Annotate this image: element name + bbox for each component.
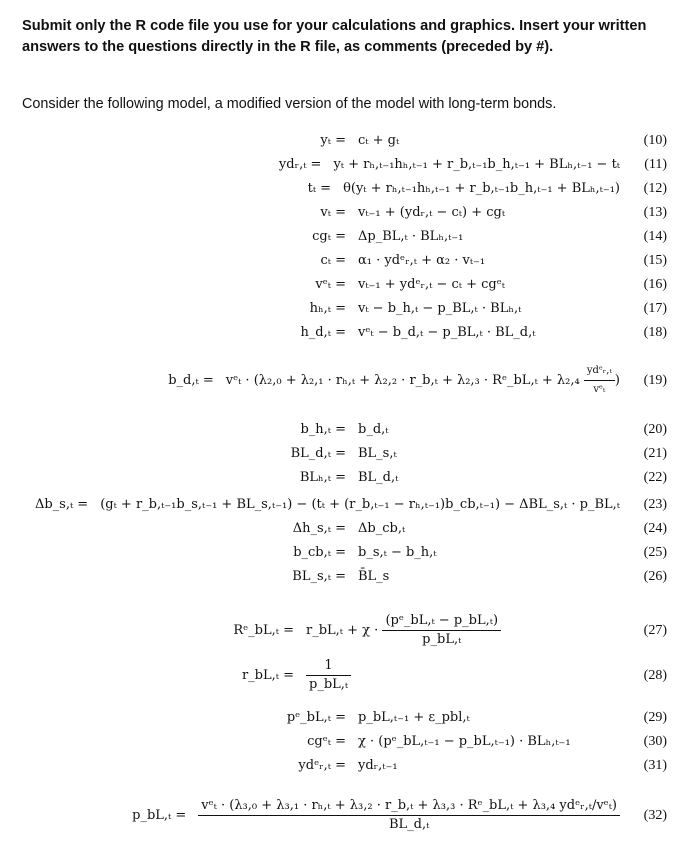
equation-number: (32) (643, 808, 667, 823)
equation-row (0, 651, 689, 701)
equation-rhs: α₁ · ydᵉᵣ,ₜ + α₂ · vₜ₋₁ (358, 253, 486, 268)
equation-row (0, 494, 689, 516)
fraction-numerator: vᵉₜ · (λ₃,₀ + λ₃,₁ · rₕ,ₜ + λ₃,₂ · r_b,ₜ + λ₃,₃ · Rᵉ_bL,ₜ + λ₃,₄ ydᵉᵣ,ₜ/vᵉₜ) (201, 798, 617, 813)
fraction-denominator: BL_d,ₜ (198, 815, 620, 834)
equation-lhs: vₜ = (320, 205, 346, 220)
equation-rhs: Δp_BL,ₜ · BLₕ,ₜ₋₁ (358, 229, 464, 244)
equation-number: (31) (643, 758, 667, 773)
equation-row (0, 298, 689, 320)
equation-row (0, 542, 689, 564)
equation-lhs: hₕ,ₜ = (309, 301, 346, 316)
equation-lhs: pᵉ_bL,ₜ = (286, 710, 346, 725)
fraction (584, 362, 615, 399)
equation-row (0, 443, 689, 465)
model-intro-text: Consider the following model, a modified version of the model with long-term bonds. (22, 96, 557, 112)
equation-row (0, 731, 689, 753)
equation-number: (13) (643, 205, 667, 220)
equation-lhs: vᵉₜ = (315, 277, 346, 292)
fraction-numerator: 1 (324, 658, 333, 673)
equation-number: (30) (643, 734, 667, 749)
fraction-numerator: ydᵉᵣ,ₜ (586, 365, 612, 376)
equation-number: (15) (643, 253, 667, 268)
equation-rhs: b_s,ₜ − b_h,ₜ (358, 545, 437, 560)
equation-rhs (300, 606, 501, 656)
fraction (306, 657, 351, 694)
equation-rhs: χ · (pᵉ_bL,ₜ₋₁ − p_bL,ₜ₋₁) · BLₕ,ₜ₋₁ (358, 734, 571, 749)
equation-lhs: Rᵉ_bL,ₜ = (233, 623, 294, 638)
equation-rhs: Δb_cb,ₜ (358, 521, 406, 536)
equation-number: (21) (643, 446, 667, 461)
equation-lhs: b_h,ₜ = (300, 422, 346, 437)
equation-lhs: ydᵉᵣ,ₜ = (298, 758, 346, 773)
equation-rhs: vᵉₜ − b_d,ₜ − p_BL,ₜ · BL_d,ₜ (358, 325, 536, 340)
equation-number: (25) (643, 545, 667, 560)
equation-lhs: cₜ = (320, 253, 346, 268)
equation-row (0, 606, 689, 656)
equation-row (0, 250, 689, 272)
equation-lhs: b_d,ₜ = (168, 373, 214, 388)
equation-rhs: cₜ + gₜ (358, 133, 400, 148)
equation-rhs-prefix: r_bL,ₜ + χ · (306, 623, 383, 638)
equation-row (0, 356, 689, 406)
equation-number: (24) (643, 521, 667, 536)
fraction-denominator: p_bL,ₜ (306, 675, 351, 694)
equation-rhs (220, 356, 620, 406)
equation-number: (18) (643, 325, 667, 340)
equation-row (0, 154, 689, 176)
equation-rhs-prefix: vᵉₜ · (λ₂,₀ + λ₂,₁ · rₕ,ₜ + λ₂,₂ · r_b,ₜ + λ₂,₃ · Rᵉ_bL,ₜ + λ₂,₄ (225, 373, 584, 388)
equation-row (0, 202, 689, 224)
equation-number: (14) (643, 229, 667, 244)
equation-lhs: BLₕ,ₜ = (299, 470, 346, 485)
equation-number: (11) (644, 157, 667, 172)
equation-lhs: r_bL,ₜ = (241, 668, 294, 683)
equation-lhs: cgᵉₜ = (307, 734, 346, 749)
instruction-line-1: Submit only the R code file you use for your calculations and graphics. Insert your written (22, 18, 647, 34)
equation-rhs: vₜ₋₁ + ydᵉᵣ,ₜ − cₜ + cgᵉₜ (358, 277, 505, 292)
fraction (382, 612, 501, 649)
equation-rhs: ydᵣ,ₜ₋₁ (358, 758, 398, 773)
equation-rhs (300, 651, 351, 701)
equation-number: (29) (643, 710, 667, 725)
equation-lhs: tₜ = (307, 181, 332, 196)
equation-row (0, 566, 689, 588)
equation-row (0, 467, 689, 489)
equation-lhs: yₜ = (320, 133, 346, 148)
equation-number: (16) (643, 277, 667, 292)
equation-rhs: BL_s,ₜ (358, 446, 397, 461)
equation-rhs: vₜ − b_h,ₜ − p_BL,ₜ · BLₕ,ₜ (358, 301, 522, 316)
equation-row (0, 130, 689, 152)
equation-lhs: h_d,ₜ = (300, 325, 346, 340)
equation-row (0, 274, 689, 296)
equation-rhs: (gₜ + r_b,ₜ₋₁b_s,ₜ₋₁ + BL_s,ₜ₋₁) − (tₜ + (r_b,ₜ₋₁ − rₕ,ₜ₋₁)b_cb,ₜ₋₁) − ΔBL_s,ₜ · p_BL,ₜ (100, 497, 620, 512)
equation-lhs: p_bL,ₜ = (132, 808, 187, 823)
equation-number: (19) (643, 373, 667, 388)
equation-rhs (192, 791, 620, 841)
equation-row (0, 755, 689, 777)
instruction-line-2: answers to the questions directly in the R file, as comments (preceded by #). (22, 39, 554, 55)
fraction-numerator: (pᵉ_bL,ₜ − p_bL,ₜ) (385, 613, 499, 628)
equation-number: (22) (643, 470, 667, 485)
equation-lhs: Δh_s,ₜ = (292, 521, 346, 536)
fraction-denominator: p_bL,ₜ (382, 630, 501, 649)
equation-lhs: BL_d,ₜ = (290, 446, 346, 461)
equation-number: (17) (643, 301, 667, 316)
equation-rhs-suffix: ) (614, 373, 620, 388)
equation-rhs: b_d,ₜ (358, 422, 389, 437)
equation-row (0, 419, 689, 441)
equation-lhs: ydᵣ,ₜ = (278, 157, 322, 172)
equation-rhs: BL_d,ₜ (358, 470, 399, 485)
equation-rhs: yₜ + rₕ,ₜ₋₁hₕ,ₜ₋₁ + r_b,ₜ₋₁b_h,ₜ₋₁ + BLₕ,ₜ₋₁ − tₜ (333, 157, 620, 172)
equation-row (0, 791, 689, 841)
equation-rhs: θ(yₜ + rₕ,ₜ₋₁hₕ,ₜ₋₁ + r_b,ₜ₋₁b_h,ₜ₋₁ + BLₕ,ₜ₋₁) (343, 181, 620, 196)
equation-row (0, 226, 689, 248)
fraction (198, 797, 620, 834)
equation-number: (28) (643, 668, 667, 683)
equation-lhs: Δb_s,ₜ = (34, 497, 89, 512)
equation-row (0, 518, 689, 540)
fraction-denominator: vᵉₜ (584, 380, 615, 399)
equation-row (0, 707, 689, 729)
equation-number: (26) (643, 569, 667, 584)
equation-row (0, 178, 689, 200)
equation-rhs: p_bL,ₜ₋₁ + ε_pbl,ₜ (358, 710, 470, 725)
submission-instructions (22, 16, 672, 58)
equation-lhs: b_cb,ₜ = (293, 545, 346, 560)
equation-lhs: cgₜ = (312, 229, 346, 244)
equation-number: (20) (643, 422, 667, 437)
equation-number: (27) (643, 623, 667, 638)
equation-number: (12) (643, 181, 667, 196)
equation-row (0, 322, 689, 344)
equation-number: (23) (643, 497, 667, 512)
equation-lhs: BL_s,ₜ = (292, 569, 346, 584)
equation-rhs: B̄L_s (358, 569, 390, 584)
equation-rhs: vₜ₋₁ + (ydᵣ,ₜ − cₜ) + cgₜ (358, 205, 506, 220)
equation-number: (10) (643, 133, 667, 148)
